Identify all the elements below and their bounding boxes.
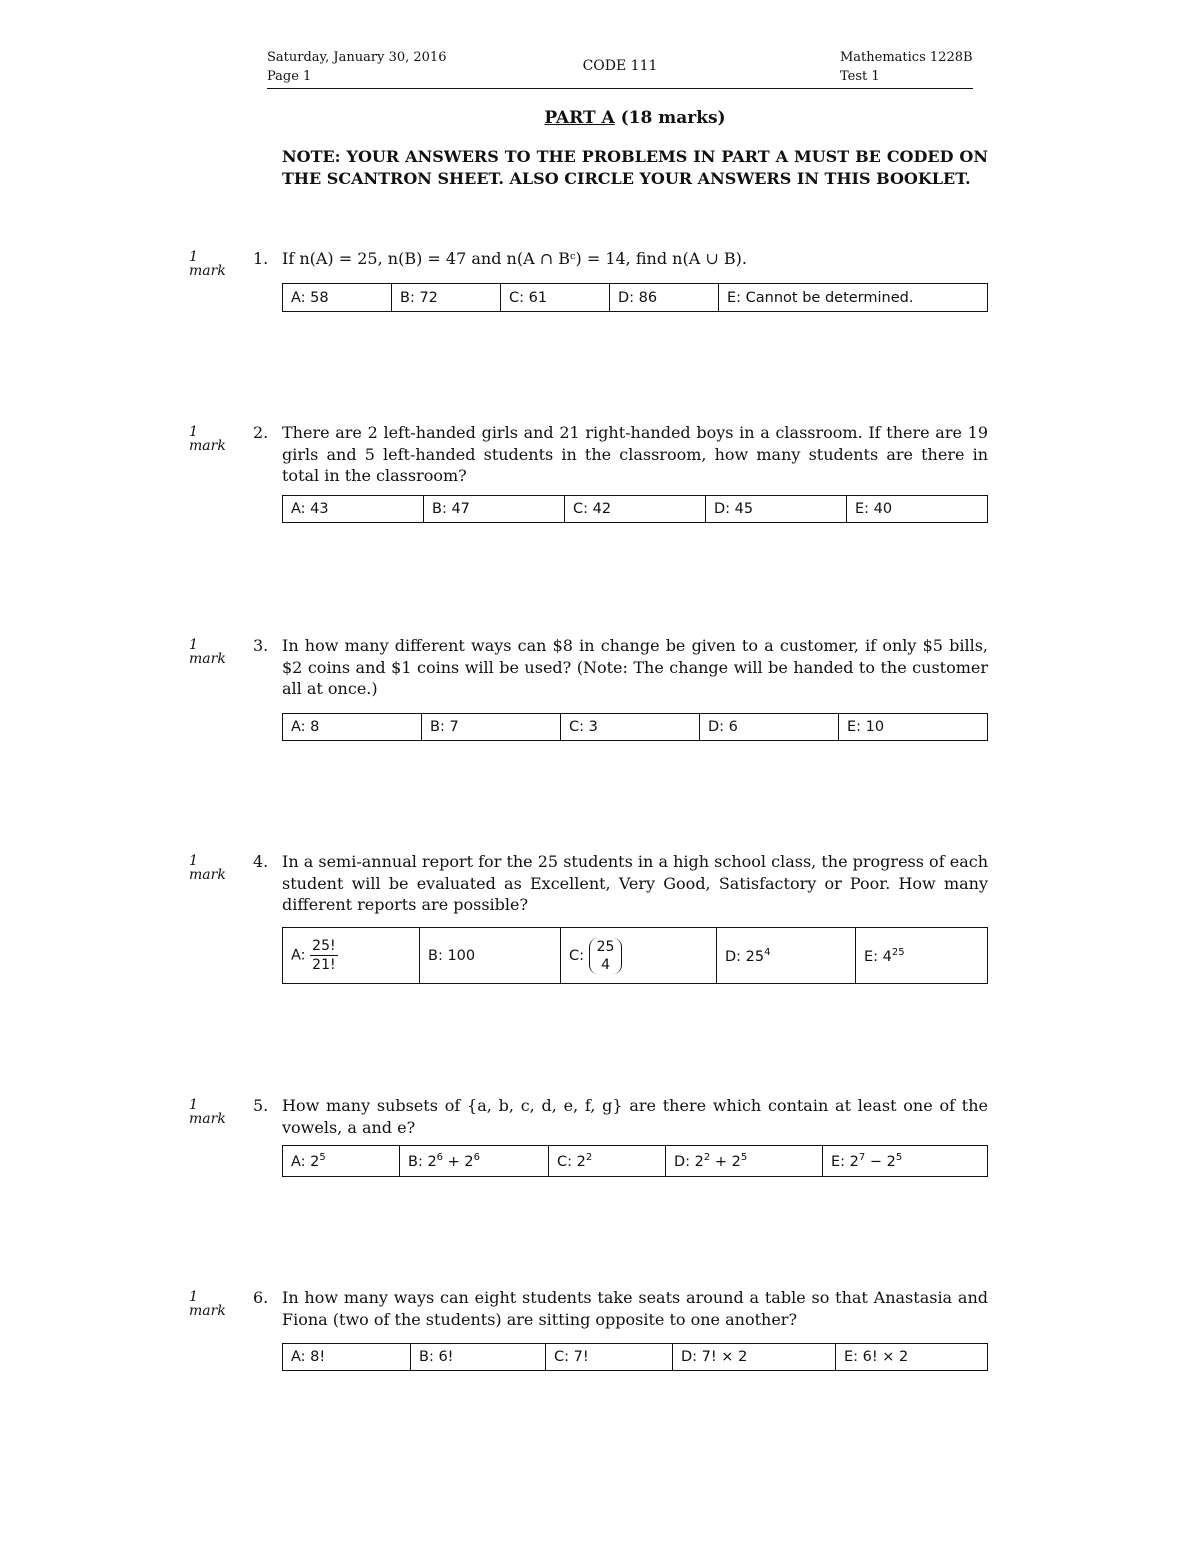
- option-e[interactable]: [856, 928, 988, 984]
- answer-options: [282, 283, 988, 312]
- answer-options: [282, 1343, 988, 1371]
- question-number: 1.: [253, 249, 269, 268]
- mark-label: [189, 1098, 226, 1126]
- question-text: How many subsets of {a, b, c, d, e, f, g} are there which contain at least one of the vowels, a and e?: [282, 1096, 988, 1137]
- mark-word: mark: [189, 263, 226, 279]
- question-number: 2.: [253, 423, 269, 442]
- option-d-exponent: 4: [764, 946, 771, 958]
- option-e-base: E: 4: [864, 948, 892, 965]
- option-d-operator: + 2: [710, 1153, 741, 1170]
- mark-word: mark: [189, 1303, 226, 1319]
- option-c[interactable]: C: 42: [565, 496, 706, 523]
- option-b[interactable]: B: 100: [420, 928, 561, 984]
- option-a-exponent: 5: [319, 1152, 326, 1164]
- option-c[interactable]: [561, 928, 717, 984]
- option-a-base: A: 2: [291, 1153, 320, 1170]
- mark-word: mark: [189, 1111, 226, 1127]
- header-test: Test 1: [840, 69, 880, 84]
- question-number: 6.: [253, 1288, 269, 1307]
- option-c[interactable]: C: 7!: [546, 1344, 673, 1371]
- option-d[interactable]: [717, 928, 856, 984]
- option-d[interactable]: D: 45: [706, 496, 847, 523]
- option-d[interactable]: [666, 1146, 823, 1177]
- option-b[interactable]: [400, 1146, 549, 1177]
- header-course: Mathematics 1228B: [840, 50, 973, 65]
- option-c-prefix: C:: [569, 947, 585, 964]
- option-e-operator: − 2: [865, 1153, 896, 1170]
- option-d[interactable]: D: 7! × 2: [673, 1344, 836, 1371]
- option-d[interactable]: D: 86: [610, 284, 719, 312]
- question-text: In how many different ways can $8 in change be given to a customer, if only $5 bills, $2 coins and $1 coins will be used? (Note: The change will be handed to the customer all at once.): [282, 636, 988, 698]
- binomial-top: 25: [596, 938, 615, 955]
- header-right: [840, 48, 973, 86]
- mark-word: mark: [189, 651, 226, 667]
- mark-count: 1: [189, 1097, 198, 1113]
- answer-options: [282, 927, 988, 984]
- fraction-denominator: 21!: [312, 957, 336, 973]
- option-b-base: B: 2: [408, 1153, 437, 1170]
- option-d-exponent-1: 2: [703, 1152, 711, 1164]
- question-text: If n(A) = 25, n(B) = 47 and n(A ∩ Bᶜ) = 14, find n(A ∪ B).: [282, 249, 747, 268]
- option-e-base: E: 2: [831, 1153, 859, 1170]
- binomial-bottom: 4: [601, 956, 610, 973]
- mark-count: 1: [189, 424, 198, 440]
- option-a[interactable]: [283, 928, 420, 984]
- mark-word: mark: [189, 438, 226, 454]
- option-c[interactable]: C: 61: [501, 284, 610, 312]
- option-b-operator: + 2: [443, 1153, 474, 1170]
- option-e-exponent-2: 5: [895, 1152, 903, 1164]
- mark-label: [189, 1290, 226, 1318]
- option-b-exponent-1: 6: [436, 1152, 444, 1164]
- question-number: 4.: [253, 852, 269, 871]
- answer-options: [282, 1145, 988, 1177]
- option-d-base: D: 25: [725, 948, 765, 965]
- fraction: [310, 937, 337, 974]
- option-d-base: D: 2: [674, 1153, 704, 1170]
- option-c-exponent: 2: [585, 1152, 593, 1164]
- header-date: Saturday, January 30, 2016: [267, 50, 447, 65]
- option-a[interactable]: A: 43: [283, 496, 424, 523]
- option-a[interactable]: A: 8: [283, 714, 422, 741]
- question-number: 5.: [253, 1096, 269, 1115]
- part-name: PART A: [544, 108, 615, 128]
- option-e[interactable]: E: 6! × 2: [836, 1344, 988, 1371]
- mark-count: 1: [189, 853, 198, 869]
- binomial-coefficient: [589, 938, 623, 974]
- option-e-exponent: 25: [891, 946, 905, 958]
- question-text: In how many ways can eight students take seats around a table so that Anastasia and Fiona (two of the students) are sitting opposite to one another?: [282, 1288, 988, 1329]
- part-marks: (18 marks): [620, 108, 726, 128]
- option-b[interactable]: B: 7: [422, 714, 561, 741]
- option-c[interactable]: C: 3: [561, 714, 700, 741]
- mark-count: 1: [189, 249, 198, 265]
- option-a-prefix: A:: [291, 947, 306, 964]
- mark-label: [189, 638, 226, 666]
- header-page: Page 1: [267, 69, 312, 84]
- option-b-exponent-2: 6: [473, 1152, 481, 1164]
- option-e[interactable]: [823, 1146, 988, 1177]
- header-code: CODE 111: [582, 58, 658, 74]
- question-text: There are 2 left-handed girls and 21 right-handed boys in a classroom. If there are 19 girls and 5 left-handed students in the classroom, how many students are there in total in the classroom?: [282, 423, 988, 485]
- mark-label: [189, 425, 226, 453]
- option-e[interactable]: E: Cannot be determined.: [719, 284, 988, 312]
- fraction-numerator: 25!: [312, 938, 336, 954]
- option-a[interactable]: A: 8!: [283, 1344, 411, 1371]
- mark-count: 1: [189, 637, 198, 653]
- option-e[interactable]: E: 40: [847, 496, 988, 523]
- part-note: NOTE: YOUR ANSWERS TO THE PROBLEMS IN PART A MUST BE CODED ON THE SCANTRON SHEET. ALSO CIRCLE YOUR ANSWERS IN THIS BOOKLET.: [282, 147, 988, 188]
- option-a[interactable]: A: 58: [283, 284, 392, 312]
- mark-word: mark: [189, 867, 226, 883]
- option-b[interactable]: B: 47: [424, 496, 565, 523]
- answer-options: [282, 713, 988, 741]
- mark-count: 1: [189, 1289, 198, 1305]
- mark-label: [189, 854, 226, 882]
- option-c-base: C: 2: [557, 1153, 586, 1170]
- part-title: [0, 108, 1200, 128]
- mark-label: [189, 250, 226, 278]
- option-a[interactable]: [283, 1146, 400, 1177]
- option-c[interactable]: [549, 1146, 666, 1177]
- answer-options: [282, 495, 988, 523]
- option-b[interactable]: B: 72: [392, 284, 501, 312]
- option-b[interactable]: B: 6!: [411, 1344, 546, 1371]
- page-header: [267, 48, 973, 89]
- option-d[interactable]: D: 6: [700, 714, 839, 741]
- option-e-exponent-1: 7: [858, 1152, 866, 1164]
- question-text: In a semi-annual report for the 25 students in a high school class, the progress of each student will be evaluated as Excellent, Very Good, Satisfactory or Poor. How many different reports are possible?: [282, 852, 988, 914]
- option-e[interactable]: E: 10: [839, 714, 988, 741]
- option-d-exponent-2: 5: [740, 1152, 748, 1164]
- question-number: 3.: [253, 636, 269, 655]
